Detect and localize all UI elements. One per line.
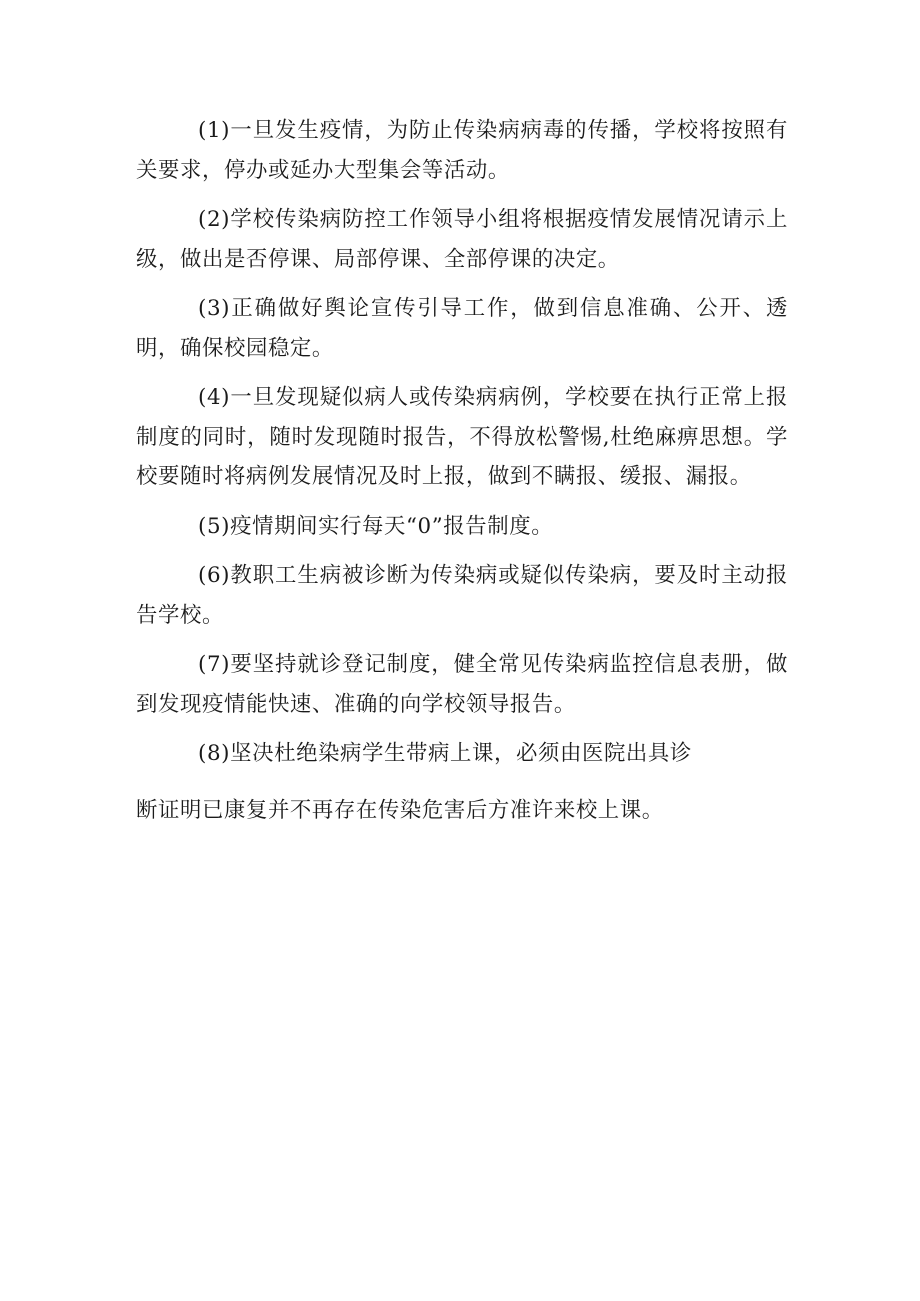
document-page [136,111,788,830]
paragraph-7: (7)要坚持就诊登记制度，健全常见传染病监控信息表册，做到发现疫情能快速、准确的向学校领导报告。 [136,652,788,717]
paragraph-3: (3)正确做好舆论宣传引导工作，做到信息准确、公开、透明，确保校园稳定。 [136,296,788,361]
paragraph-5: (5)疫情期间实行每天“0”报告制度。 [198,513,554,539]
paragraph-8-line-2: 断证明已康复并不再存在传染危害后方准许来校上课。 [136,797,664,823]
paragraph-6: (6)教职工生病被诊断为传染病或疑似传染病，要及时主动报告学校。 [136,563,788,628]
paragraph-2: (2)学校传染病防控工作领导小组将根据疫情发展情况请示上级，做出是否停课、局部停课、全部停课的决定。 [136,207,788,272]
paragraph-1: (1)一旦发生疫情，为防止传染病病毒的传播，学校将按照有关要求，停办或延办大型集会等活动。 [136,118,788,183]
paragraph-8-line-1: (8)坚决杜绝染病学生带病上课，必须由医院出具诊 [198,741,692,766]
paragraph-8 [136,734,788,830]
paragraph-4: (4)一旦发现疑似病人或传染病病例，学校要在执行正常上报制度的同时，随时发现随时报告，不得放松警惕,杜绝麻痹思想。学校要随时将病例发展情况及时上报，做到不瞒报、缓报、漏报。 [136,385,788,489]
